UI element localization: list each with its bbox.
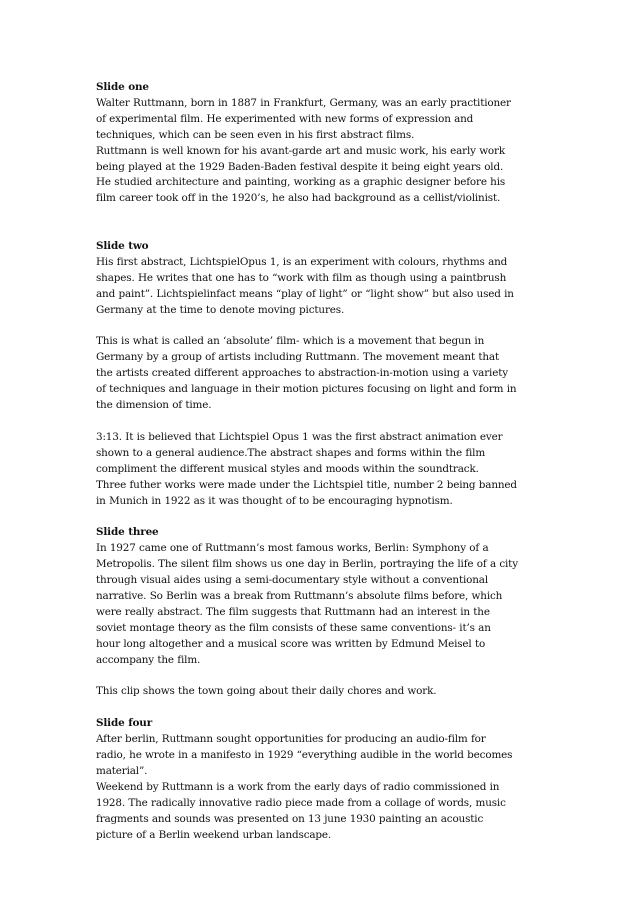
section-slide-one: [96, 80, 556, 207]
text-line: Walter Ruttmann, born in 1887 in Frankfurt, Germany, was an early practitioner: [96, 96, 511, 109]
text-line: the dimension of time.: [96, 399, 212, 412]
text-line: 1928. The radically innovative radio piece made from a collage of words, music: [96, 796, 506, 809]
text-line: through visual aides using a semi-documentary style without a conventional: [96, 574, 489, 587]
paragraph-spacer: [96, 668, 556, 684]
paragraph-spacer: [96, 319, 556, 335]
text-line: This clip shows the town going about their daily chores and work.: [96, 685, 437, 698]
section-spacer: [96, 207, 556, 239]
text-line: being played at the 1929 Baden-Baden festival despite it being eight years old.: [96, 160, 504, 173]
text-line: of techniques and language in their motion pictures focusing on light and form in: [96, 383, 517, 396]
text-line: Ruttmann is well known for his avant-garde art and music work, his early work: [96, 144, 506, 157]
paragraph: [96, 96, 556, 207]
text-line: compliment the different musical styles and moods within the soundtrack.: [96, 462, 479, 475]
section-heading: Slide four: [96, 717, 153, 730]
section-heading: Slide one: [96, 81, 149, 93]
paragraph: [96, 255, 556, 319]
text-line: film career took off in the 1920’s, he also had background as a cellist/violinist.: [96, 192, 501, 205]
text-line: radio, he wrote in a manifesto in 1929 “everything audible in the world becomes: [96, 748, 513, 761]
text-line: fragments and sounds was presented on 13 june 1930 painting an acoustic: [96, 812, 484, 825]
text-line: techniques, which can be seen even in his first abstract films.: [96, 128, 415, 141]
text-line: the artists created different approaches to abstraction-in-motion using a variety: [96, 367, 508, 380]
paragraph: [96, 541, 556, 668]
section-slide-three: [96, 525, 556, 700]
text-line: shapes. He writes that one has to “work with film as though using a paintbrush: [96, 271, 507, 284]
section-heading: Slide two: [96, 240, 149, 253]
paragraph: [96, 684, 556, 700]
document-page: [96, 80, 556, 843]
text-line: His first abstract, LichtspielOpus 1, is an experiment with colours, rhythms and: [96, 255, 508, 268]
text-line: of experimental film. He experimented with new forms of expression and: [96, 112, 474, 125]
section-slide-four: [96, 716, 556, 843]
section-spacer: [96, 509, 556, 525]
text-line: hour long altogether and a musical score was written by Edmund Meisel to: [96, 637, 486, 650]
text-line: After berlin, Ruttmann sought opportunities for producing an audio-film for: [96, 733, 486, 746]
text-line: This is what is called an ‘absolute’ film- which is a movement that begun in: [96, 335, 485, 348]
paragraph: [96, 732, 556, 843]
text-line: accompany the film.: [96, 653, 201, 666]
text-line: narrative. So Berlin was a break from Ruttmann’s absolute films before, which: [96, 589, 503, 602]
section-heading: Slide three: [96, 526, 159, 539]
text-line: soviet montage theory as the film consists of these same conventions- it’s an: [96, 621, 491, 634]
paragraph: [96, 334, 556, 414]
section-spacer: [96, 700, 556, 716]
text-line: Germany by a group of artists including Ruttmann. The movement meant that: [96, 351, 499, 364]
text-line: in Munich in 1922 as it was thought of to be encouraging hypnotism.: [96, 494, 453, 507]
text-line: Weekend by Ruttmann is a work from the early days of radio commissioned in: [96, 780, 500, 793]
paragraph-spacer: [96, 414, 556, 430]
text-line: In 1927 came one of Ruttmann’s most famous works, Berlin: Symphony of a: [96, 542, 489, 555]
text-line: He studied architecture and painting, working as a graphic designer before his: [96, 176, 506, 189]
text-line: material”.: [96, 764, 148, 777]
text-line: and paint”. Lichtspielinfact means “play of light” or “light show” but also used in: [96, 287, 514, 300]
paragraph: [96, 430, 556, 510]
text-line: shown to a general audience.The abstract shapes and forms within the film: [96, 446, 486, 459]
text-line: Germany at the time to denote moving pictures.: [96, 303, 345, 316]
text-line: were really abstract. The film suggests that Ruttmann had an interest in the: [96, 605, 490, 618]
text-line: Metropolis. The silent film shows us one day in Berlin, portraying the life of a city: [96, 558, 518, 571]
text-line: 3:13. It is believed that Lichtspiel Opus 1 was the first abstract animation ever: [96, 430, 503, 443]
text-line: Three futher works were made under the Lichtspiel title, number 2 being banned: [96, 478, 517, 491]
section-slide-two: [96, 239, 556, 509]
text-line: picture of a Berlin weekend urban landscape.: [96, 828, 332, 841]
